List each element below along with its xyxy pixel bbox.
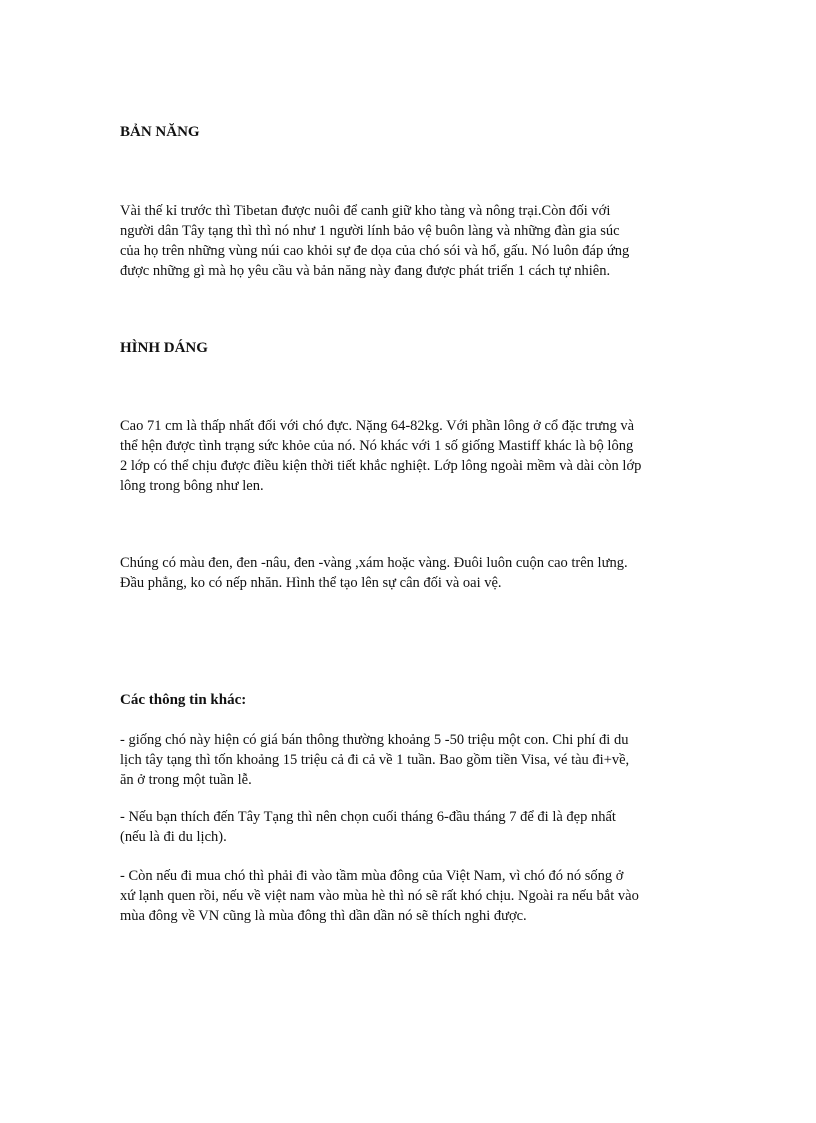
paragraph-line: - Còn nếu đi mua chó thì phải đi vào tầm mùa đông của Việt Nam, vì chó đó nó sống ở — [120, 868, 624, 884]
heading-hinh-dang: HÌNH DÁNG — [120, 340, 208, 356]
paragraph-instinct — [120, 201, 629, 281]
paragraph-line: Cao 71 cm là thấp nhất đối với chó đực. Nặng 64-82kg. Với phần lông ở cổ đặc trưng và — [120, 418, 635, 434]
paragraph-line: thể hện được tình trạng sức khỏe của nó. Nó khác với 1 số giống Mastiff khác là bộ lông — [120, 438, 634, 454]
paragraph-line: được những gì mà họ yêu cầu và bản năng này đang được phát triển 1 cách tự nhiên. — [120, 263, 611, 279]
paragraph-line: (nếu là đi du lịch). — [120, 829, 227, 845]
paragraph-line: 2 lớp có thể chịu được điều kiện thời tiết khắc nghiệt. Lớp lông ngoài mềm và dài còn lớp — [120, 458, 642, 474]
paragraph-line: xứ lạnh quen rồi, nếu về việt nam vào mùa hè thì nó sẽ rất khó chịu. Ngoài ra nếu bắt vào — [120, 888, 639, 904]
paragraph-buying — [120, 866, 639, 926]
paragraph-line: mùa đông về VN cũng là mùa đông thì dần dần nó sẽ thích nghi được. — [120, 908, 527, 924]
paragraph-line: lông trong bông như len. — [120, 478, 264, 494]
paragraph-price — [120, 730, 629, 790]
paragraph-line: Đầu phẳng, ko có nếp nhăn. Hình thể tạo lên sự cân đối và oai vệ. — [120, 575, 502, 591]
paragraph-line: ăn ở trong một tuần lễ. — [120, 772, 252, 788]
heading-ban-nang: BẢN NĂNG — [120, 124, 200, 140]
paragraph-color — [120, 553, 628, 593]
paragraph-line: Chúng có màu đen, đen -nâu, đen -vàng ,xám hoặc vàng. Đuôi luôn cuộn cao trên lưng. — [120, 555, 628, 571]
paragraph-travel — [120, 807, 616, 847]
paragraph-line: Vài thế kỉ trước thì Tibetan được nuôi để canh giữ kho tàng và nông trại.Còn đối với — [120, 203, 611, 219]
paragraph-line: lịch tây tạng thì tốn khoảng 15 triệu cả đi cả về 1 tuần. Bao gồm tiền Visa, vé tàu đi+về, — [120, 752, 630, 768]
paragraph-line: người dân Tây tạng thì thì nó như 1 người lính bảo vệ buôn làng và những đàn gia súc — [120, 223, 620, 239]
heading-other-info: Các thông tin khác: — [120, 692, 247, 708]
paragraph-line: - Nếu bạn thích đến Tây Tạng thì nên chọn cuối tháng 6-đầu tháng 7 để đi là đẹp nhất — [120, 809, 616, 825]
paragraph-size — [120, 416, 641, 496]
paragraph-line: - giống chó này hiện có giá bán thông thường khoảng 5 -50 triệu một con. Chi phí đi du — [120, 732, 629, 748]
paragraph-line: của họ trên những vùng núi cao khỏi sự đe dọa của chó sói và hổ, gấu. Nó luôn đáp ứng — [120, 243, 630, 259]
